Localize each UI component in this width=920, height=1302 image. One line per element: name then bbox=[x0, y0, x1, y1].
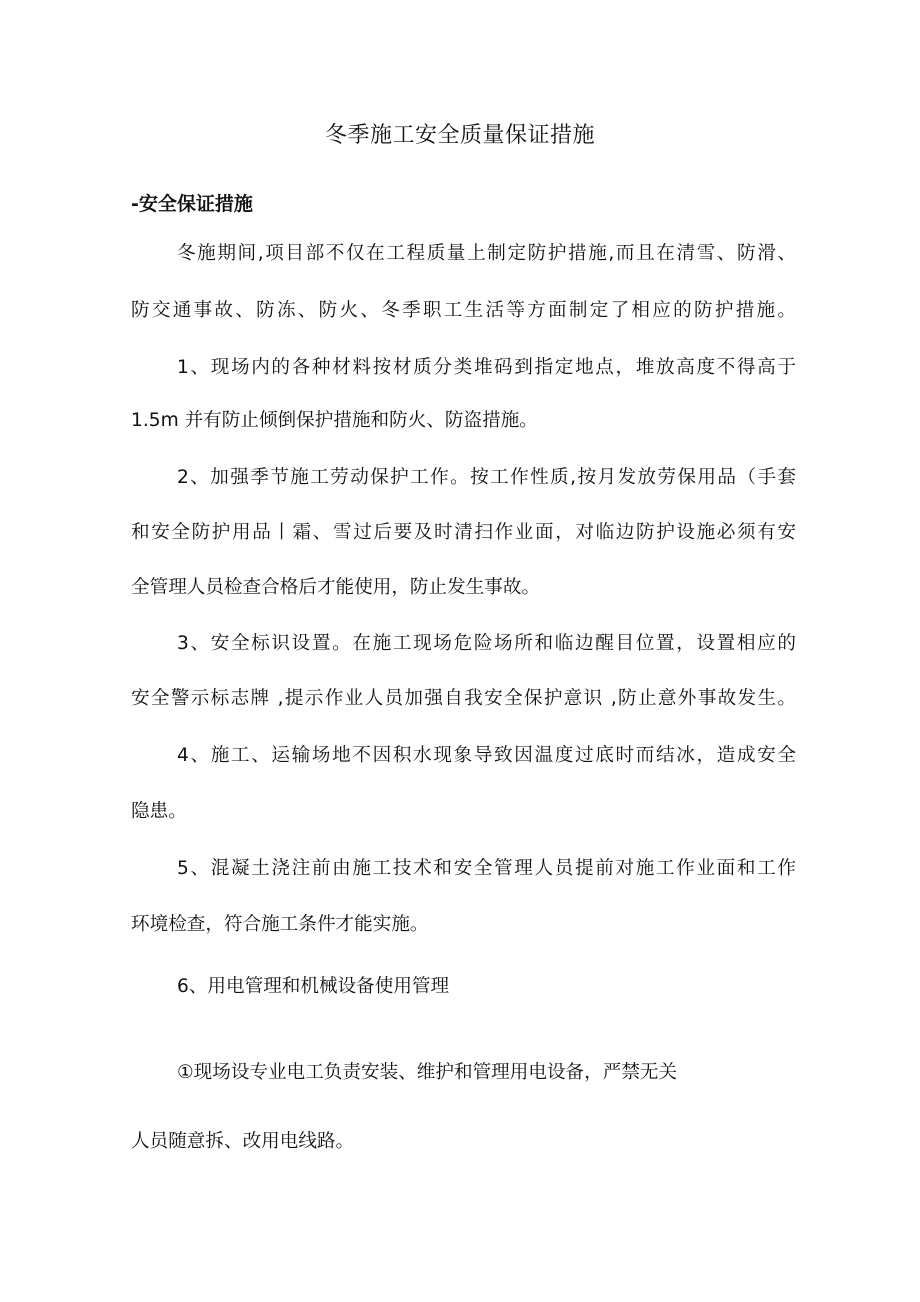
paragraph-line: 4、施工、运输场地不因积水现象导致因温度过底时而结冰，造成安全 bbox=[177, 745, 796, 766]
paragraph-line: 环境检查，符合施工条件才能实施。 bbox=[131, 914, 429, 935]
paragraph-line: 5、混凝土浇注前由施工技术和安全管理人员提前对施工作业面和工作 bbox=[177, 858, 796, 879]
paragraph-line: 6、用电管理和机械设备使用管理 bbox=[177, 976, 450, 997]
paragraph-line: 安全警示标志牌 ,提示作业人员加强自我安全保护意识 ,防止意外事故发生。 bbox=[131, 688, 796, 709]
paragraph-line: 1.5m 并有防止倾倒保护措施和防火、防盗措施。 bbox=[131, 410, 538, 431]
paragraph-line: 和安全防护用品丨霜、雪过后要及时清扫作业面，对临边防护设施必须有安 bbox=[131, 522, 796, 543]
paragraph-line: 1、现场内的各种材料按材质分类堆码到指定地点，堆放高度不得高于 bbox=[177, 357, 796, 378]
paragraph-line: 防交通事故、防冻、防火、冬季职工生活等方面制定了相应的防护措施。 bbox=[131, 300, 796, 321]
paragraph-line: 隐患。 bbox=[131, 801, 187, 822]
document-title: 冬季施工安全质量保证措施 bbox=[324, 123, 595, 148]
paragraph-line: 冬施期间,项目部不仅在工程质量上制定防护措施,而且在清雪、防滑、 bbox=[177, 243, 796, 264]
paragraph-line: 2、加强季节施工劳动保护工作。按工作性质,按月发放劳保用品（手套 bbox=[177, 467, 796, 488]
paragraph-line: 人员随意拆、改用电线路。 bbox=[131, 1131, 355, 1152]
paragraph-line: ①现场设专业电工负责安装、维护和管理用电设备，严禁无关 bbox=[177, 1062, 678, 1083]
paragraph-line: 3、安全标识设置。在施工现场危险场所和临边醒目位置，设置相应的 bbox=[177, 633, 796, 654]
paragraph-line: 全管理人员检查合格后才能使用，防止发生事故。 bbox=[131, 577, 541, 598]
section-heading: -安全保证措施 bbox=[131, 193, 253, 215]
